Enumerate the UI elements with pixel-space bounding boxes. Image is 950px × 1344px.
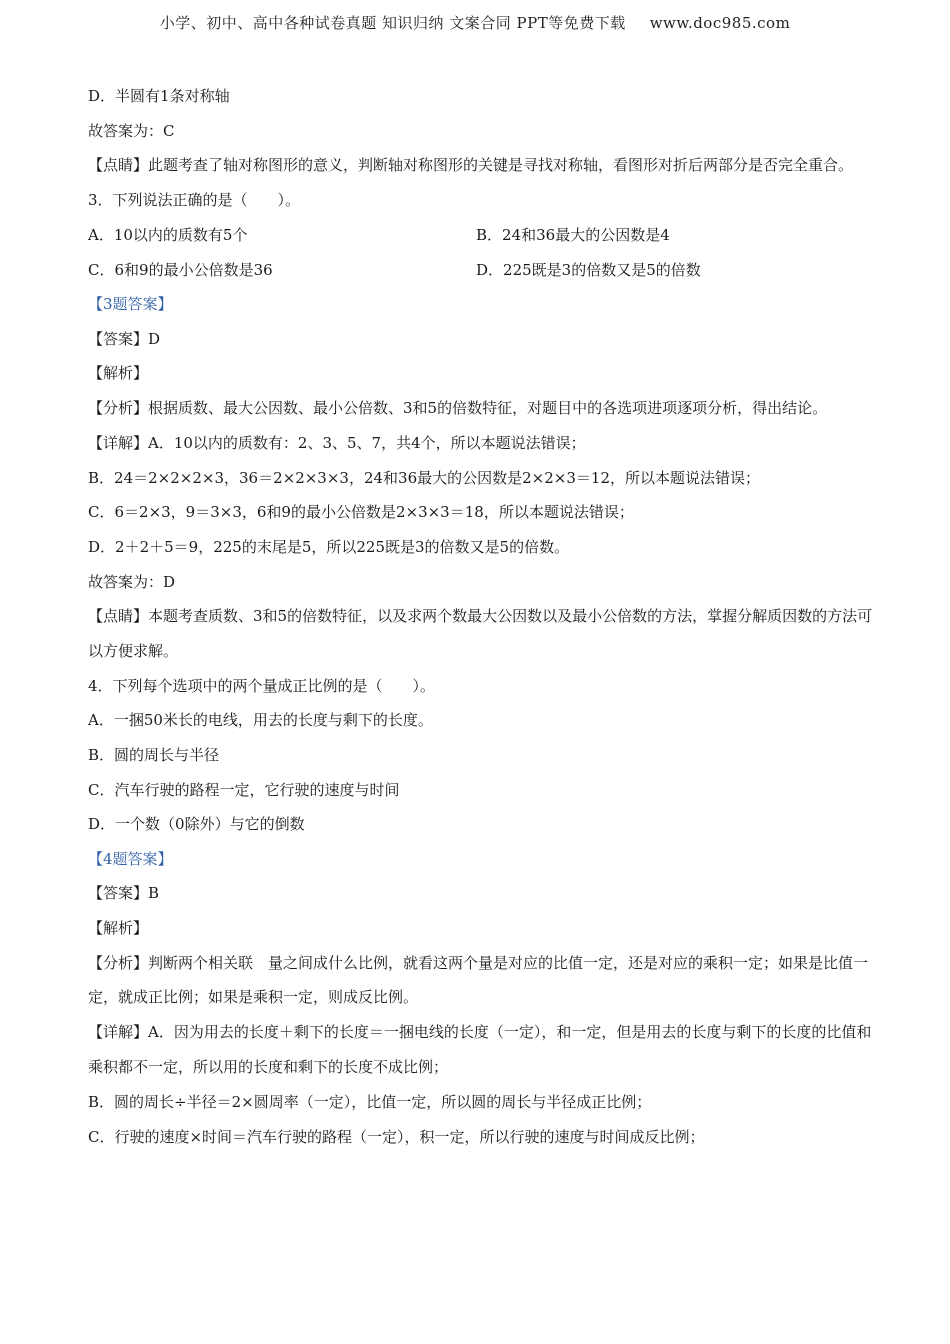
text-line: D．半圆有1条对称轴	[88, 87, 230, 105]
analysis-label: 【解析】	[88, 364, 149, 383]
option-d: D．一个数（0除外）与它的倒数	[88, 815, 305, 834]
paragraph: 【分析】判断两个相关联 量之间成什么比例，就看这两个量是对应的比值一定，还是对应的乘积一定；如果是比值一定，就成正比例；如果是乘积一定，则成反比例。	[88, 953, 869, 1007]
answer: 【答案】D	[88, 329, 161, 348]
option-c: C．汽车行驶的路程一定，它行驶的速度与时间	[88, 780, 400, 799]
analysis-label: 【解析】	[88, 919, 149, 938]
answer: 【答案】B	[88, 884, 160, 903]
option-a: A．10以内的质数有5个	[88, 225, 248, 244]
options-row	[88, 225, 878, 245]
answer-tag: 【3题答案】	[88, 295, 173, 314]
option-c: C．6和9的最小公倍数是36	[88, 260, 273, 279]
question-3: 3．下列说法正确的是（ ）。	[88, 191, 301, 210]
answer-tag: 【4题答案】	[88, 849, 173, 868]
text-line: B．圆的周长÷半径＝2×圆周率（一定），比值一定，所以圆的周长与半径成正比例；	[88, 1093, 652, 1112]
paragraph: 【详解】A．因为用去的长度＋剩下的长度＝一捆电线的长度（一定），和一定，但是用去的长度与剩下的长度的比值和乘积都不一定，所以用的长度和剩下的长度不成比例；	[88, 1023, 872, 1076]
paragraph: 【点睛】本题考查质数、3和5的倍数特征，以及求两个数最大公因数以及最小公倍数的方法，掌握分解质因数的方法可以方便求解。	[88, 607, 873, 660]
text-line: B．24＝2×2×2×3，36＝2×2×3×3，24和36最大的公因数是2×2×3＝12，所以本题说法错误；	[88, 468, 760, 487]
paragraph: 【点睛】此题考查了轴对称图形的意义，判断轴对称图形的关键是寻找对称轴，看图形对折后两部分是否完全重合。	[88, 156, 854, 175]
text-line: 【详解】A．10以内的质数有：2、3、5、7，共4个，所以本题说法错误；	[88, 434, 586, 453]
option-d: D．225既是3的倍数又是5的倍数	[476, 260, 701, 279]
text-line: 故答案为：C	[88, 121, 175, 140]
option-b: B．圆的周长与半径	[88, 746, 220, 765]
option-a: A．一捆50米长的电线，用去的长度与剩下的长度。	[88, 711, 433, 730]
text-line: 故答案为：D	[88, 572, 176, 591]
question-4: 4．下列每个选项中的两个量成正比例的是（ ）。	[88, 676, 436, 695]
text-line: C．6＝2×3，9＝3×3，6和9的最小公倍数是2×3×3＝18，所以本题说法错误；	[88, 503, 634, 522]
text-line: C．行驶的速度×时间＝汽车行驶的路程（一定），积一定，所以行驶的速度与时间成反比例；	[88, 1127, 705, 1146]
page-header	[0, 12, 950, 33]
paragraph: 【分析】根据质数、最大公因数、最小公倍数、3和5的倍数特征，对题目中的各选项进项逐项分析，得出结论。	[88, 398, 828, 417]
text-line: D．2＋2＋5＝9，225的末尾是5，所以225既是3的倍数又是5的倍数。	[88, 537, 570, 556]
document-body	[88, 86, 878, 1161]
header-text: 小学、初中、高中各种试卷真题 知识归纳 文案合同 PPT等免费下载	[159, 14, 626, 32]
options-row	[88, 260, 878, 280]
header-site[interactable]: www.doc985.com	[649, 14, 791, 32]
option-b: B．24和36最大的公因数是4	[476, 225, 670, 244]
